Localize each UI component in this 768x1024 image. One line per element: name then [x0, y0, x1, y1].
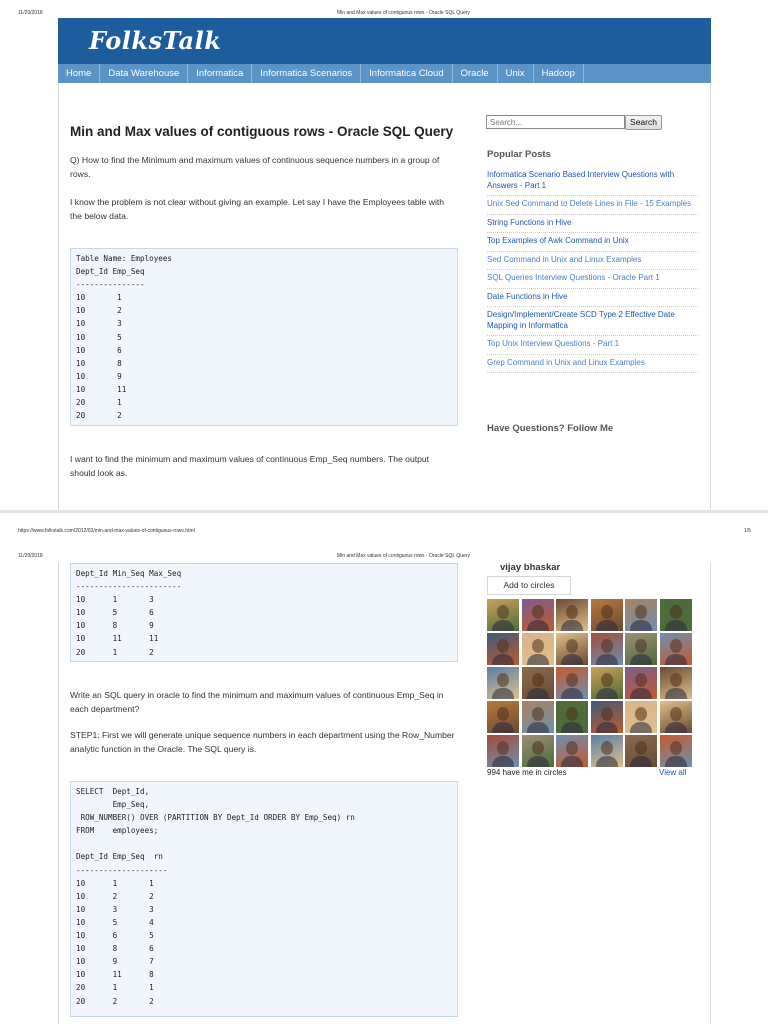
avatar-silhouette: [497, 741, 509, 755]
follower-avatar[interactable]: [556, 701, 588, 733]
nav-informatica-scenarios[interactable]: Informatica Scenarios: [252, 64, 361, 83]
popular-posts-heading: Popular Posts: [487, 149, 551, 160]
code-line: ---------------: [76, 280, 145, 290]
add-to-circles-button[interactable]: Add to circles: [487, 576, 571, 595]
nav-home[interactable]: Home: [58, 64, 100, 83]
code-line: 10 8: [76, 358, 122, 368]
post-paragraph-1: Q) How to find the Minimum and maximum values of continuous sequence numbers in a group of rows.: [70, 155, 440, 179]
code-line: 10 11 8: [76, 970, 154, 980]
avatar-shoulders: [527, 756, 549, 767]
nav-informatica[interactable]: Informatica: [188, 64, 252, 83]
search-button[interactable]: Search: [625, 115, 662, 130]
follower-avatar[interactable]: [660, 599, 692, 631]
post-paragraph-3: I want to find the minimum and maximum values of continuous Emp_Seq numbers. The output should look as.: [70, 454, 430, 478]
print-date: 11/29/2018: [18, 10, 43, 16]
avatar-shoulders: [665, 688, 687, 699]
avatar-silhouette: [601, 639, 613, 653]
follower-avatar[interactable]: [522, 735, 554, 767]
avatar-silhouette: [635, 639, 647, 653]
print-doc-title: Min and Max values of contiguous rows - Oracle SQL Query: [337, 10, 470, 16]
post-paragraph-5: STEP1: First we will generate unique sequence numbers in each department using the Row_Number analytic function in the Oracle. The SQL query is.: [70, 730, 455, 754]
avatar-silhouette: [670, 605, 682, 619]
avatar-silhouette: [635, 741, 647, 755]
avatar-shoulders: [527, 654, 549, 665]
avatar-shoulders: [527, 722, 549, 733]
follower-avatar[interactable]: [522, 633, 554, 665]
popular-post-link[interactable]: Grep Command in Unix and Linux Examples: [487, 355, 698, 374]
code-line: -----------------------: [76, 582, 182, 592]
content-border-left: [58, 84, 59, 510]
code-line: Dept_Id Emp_Seq: [76, 267, 145, 277]
print-url: https://www.folkstalk.com/2012/03/min-and-max-values-of-contiguous-rows.html: [18, 528, 195, 534]
popular-post-link[interactable]: Date Functions in Hive: [487, 289, 698, 308]
avatar-silhouette: [497, 707, 509, 721]
follower-avatar[interactable]: [487, 633, 519, 665]
avatar-silhouette: [532, 741, 544, 755]
avatar-silhouette: [566, 605, 578, 619]
code-line: Table Name: Employees: [76, 254, 173, 263]
avatar-shoulders: [596, 620, 618, 631]
code-line: FROM employees;: [76, 826, 159, 836]
avatar-silhouette: [497, 673, 509, 687]
post-paragraph-4: Write an SQL query in oracle to find the minimum and maximum values of continuous Emp_Seq in each department?: [70, 690, 444, 714]
code-line: 20 2: [76, 411, 122, 421]
avatar-silhouette: [670, 707, 682, 721]
code-block-rownumber: [70, 781, 458, 1017]
site-banner: [58, 18, 711, 64]
code-block-employees: [70, 248, 458, 426]
popular-post-link[interactable]: Informatica Scenario Based Interview Questions with Answers - Part 1: [487, 167, 698, 196]
print-date-2: 11/29/2018: [18, 553, 43, 559]
follower-avatar[interactable]: [660, 701, 692, 733]
code-line: 10 8 9: [76, 621, 154, 631]
follower-avatar[interactable]: [660, 667, 692, 699]
avatar-silhouette: [566, 673, 578, 687]
follower-avatar[interactable]: [556, 633, 588, 665]
avatar-shoulders: [492, 722, 514, 733]
follower-avatar[interactable]: [660, 735, 692, 767]
avatar-shoulders: [630, 620, 652, 631]
popular-post-link[interactable]: SQL Queries Interview Questions - Oracle Part 1: [487, 270, 698, 289]
code-line: 10 3: [76, 319, 122, 329]
code-line: 10 5 4: [76, 917, 154, 927]
avatar-shoulders: [492, 620, 514, 631]
avatar-shoulders: [527, 688, 549, 699]
avatar-shoulders: [630, 654, 652, 665]
follower-avatar[interactable]: [522, 667, 554, 699]
follower-avatar[interactable]: [487, 735, 519, 767]
gplus-profile-name[interactable]: vijay bhaskar: [500, 562, 561, 573]
code-line: 10 2: [76, 306, 122, 316]
follower-avatar-grid: [487, 599, 692, 764]
avatar-shoulders: [492, 654, 514, 665]
follower-avatar[interactable]: [556, 599, 588, 631]
follower-avatar[interactable]: [556, 667, 588, 699]
view-all-link[interactable]: View all: [659, 768, 687, 777]
nav-oracle[interactable]: Oracle: [453, 64, 498, 83]
avatar-shoulders: [596, 688, 618, 699]
code-line: --------------------: [76, 865, 168, 875]
content-border-right: [710, 562, 711, 1024]
popular-post-link[interactable]: Top Unix Interview Questions - Part 1: [487, 336, 698, 355]
avatar-shoulders: [561, 620, 583, 631]
print-page-2: [0, 512, 768, 1024]
avatar-shoulders: [527, 620, 549, 631]
avatar-silhouette: [670, 639, 682, 653]
avatar-silhouette: [566, 707, 578, 721]
code-line: SELECT Dept_Id,: [76, 787, 150, 796]
follower-avatar[interactable]: [625, 735, 657, 767]
avatar-silhouette: [635, 605, 647, 619]
code-line: 20 1: [76, 398, 122, 408]
code-line: 20 1 2: [76, 647, 154, 657]
follower-avatar[interactable]: [625, 667, 657, 699]
code-line: 10 3 3: [76, 904, 154, 914]
avatar-shoulders: [665, 654, 687, 665]
avatar-silhouette: [601, 707, 613, 721]
follower-avatar[interactable]: [487, 701, 519, 733]
avatar-shoulders: [665, 756, 687, 767]
nav-informatica-cloud[interactable]: Informatica Cloud: [361, 64, 452, 83]
follower-avatar[interactable]: [625, 599, 657, 631]
code-line: 10 5 6: [76, 608, 154, 618]
follower-avatar[interactable]: [591, 735, 623, 767]
print-page-number: 1/5: [744, 528, 751, 534]
avatar-silhouette: [497, 605, 509, 619]
code-line: 10 2 2: [76, 891, 154, 901]
follower-avatar[interactable]: [522, 701, 554, 733]
avatar-shoulders: [596, 722, 618, 733]
avatar-silhouette: [532, 605, 544, 619]
avatar-shoulders: [596, 654, 618, 665]
popular-posts-list: [487, 167, 698, 373]
avatar-shoulders: [561, 688, 583, 699]
code-line: 20 2 2: [76, 996, 154, 1006]
follower-avatar[interactable]: [591, 701, 623, 733]
main-nav: [58, 64, 711, 83]
code-line: Emp_Seq,: [76, 800, 150, 810]
code-line: 10 1 1: [76, 878, 154, 888]
follow-heading: Have Questions? Follow Me: [487, 423, 614, 434]
post-paragraph-2: I know the problem is not clear without giving an example. Let say I have the Employees table with the below data.: [70, 197, 445, 221]
avatar-silhouette: [601, 605, 613, 619]
avatar-silhouette: [635, 673, 647, 687]
avatar-shoulders: [492, 688, 514, 699]
search-input[interactable]: Search...: [486, 115, 625, 129]
avatar-shoulders: [665, 620, 687, 631]
avatar-silhouette: [566, 741, 578, 755]
code-line: 10 8 6: [76, 944, 154, 954]
content-border-right: [710, 84, 711, 510]
follower-avatar[interactable]: [660, 633, 692, 665]
avatar-silhouette: [532, 639, 544, 653]
print-doc-title-2: Min and Max values of contiguous rows - Oracle SQL Query: [337, 553, 470, 559]
avatar-shoulders: [630, 688, 652, 699]
code-line: ROW_NUMBER() OVER (PARTITION BY Dept_Id ORDER BY Emp_Seq) rn: [76, 813, 355, 823]
follower-avatar[interactable]: [625, 701, 657, 733]
follower-avatar[interactable]: [487, 667, 519, 699]
code-line: 10 9 7: [76, 957, 154, 967]
nav-data-warehouse[interactable]: Data Warehouse: [100, 64, 188, 83]
avatar-shoulders: [630, 756, 652, 767]
avatar-shoulders: [561, 654, 583, 665]
avatar-silhouette: [670, 673, 682, 687]
avatar-silhouette: [532, 707, 544, 721]
follower-avatar[interactable]: [522, 599, 554, 631]
popular-post-link[interactable]: Unix Sed Command to Delete Lines in File - 15 Examples: [487, 196, 698, 215]
code-line: 10 5: [76, 332, 122, 342]
popular-post-link[interactable]: String Functions in Hive: [487, 215, 698, 234]
avatar-silhouette: [670, 741, 682, 755]
popular-post-link[interactable]: Sed Command in Unix and Linux Examples: [487, 252, 698, 271]
follower-avatar[interactable]: [591, 667, 623, 699]
avatar-silhouette: [635, 707, 647, 721]
follower-avatar[interactable]: [591, 633, 623, 665]
avatar-shoulders: [561, 722, 583, 733]
avatar-silhouette: [532, 673, 544, 687]
site-logo[interactable]: FolksTalk: [89, 26, 222, 55]
avatar-shoulders: [665, 722, 687, 733]
nav-unix[interactable]: Unix: [498, 64, 534, 83]
avatar-shoulders: [492, 756, 514, 767]
avatar-silhouette: [601, 673, 613, 687]
code-line: Dept_Id Emp_Seq rn: [76, 852, 163, 862]
code-line: 10 6 5: [76, 931, 154, 941]
avatar-shoulders: [630, 722, 652, 733]
avatar-shoulders: [561, 756, 583, 767]
nav-hadoop[interactable]: Hadoop: [534, 64, 584, 83]
code-line: [76, 837, 452, 850]
follower-avatar[interactable]: [591, 599, 623, 631]
code-line: 20 1 1: [76, 983, 154, 993]
avatar-silhouette: [566, 639, 578, 653]
content-border-left: [58, 562, 59, 1024]
code-line: 10 1 3: [76, 595, 154, 605]
code-line: 10 11 11: [76, 634, 159, 644]
circles-count: 994 have me in circles: [487, 768, 567, 777]
follower-avatar[interactable]: [487, 599, 519, 631]
avatar-shoulders: [596, 756, 618, 767]
follower-avatar[interactable]: [625, 633, 657, 665]
post-title: Min and Max values of contiguous rows - Oracle SQL Query: [70, 124, 454, 139]
avatar-silhouette: [601, 741, 613, 755]
code-line: Dept_Id Min_Seq Max_Seq: [76, 569, 182, 578]
code-line: 10 6: [76, 345, 122, 355]
popular-post-link[interactable]: Top Examples of Awk Command in Unix: [487, 233, 698, 252]
avatar-silhouette: [497, 639, 509, 653]
follower-avatar[interactable]: [556, 735, 588, 767]
popular-post-link[interactable]: Design/Implement/Create SCD Type 2 Effective Date Mapping in Informatica: [487, 307, 698, 336]
code-block-output: [70, 563, 458, 662]
code-line: 10 9: [76, 371, 122, 381]
code-line: 10 1: [76, 293, 122, 303]
code-line: 10 11: [76, 384, 127, 394]
